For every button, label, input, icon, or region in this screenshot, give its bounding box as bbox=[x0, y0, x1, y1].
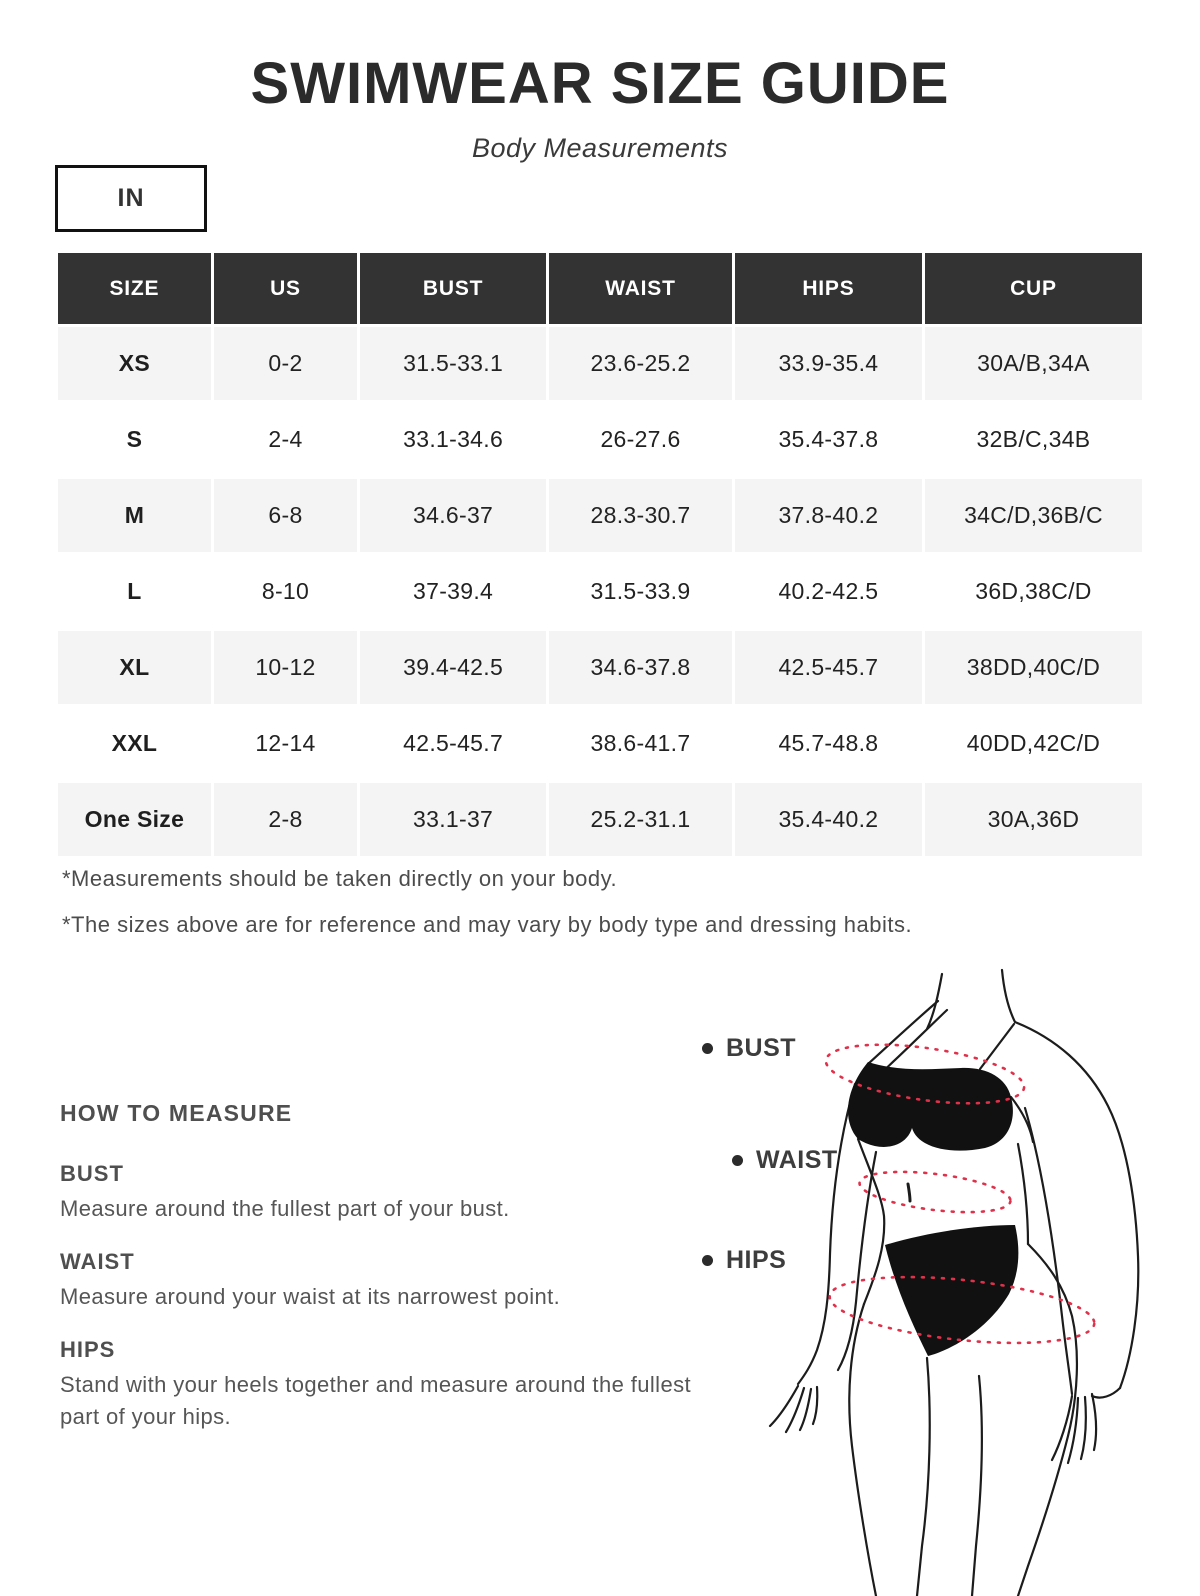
figure-label-waist-text: WAIST bbox=[756, 1146, 838, 1174]
table-row-xxl bbox=[58, 707, 1142, 780]
cell-us: 8-10 bbox=[214, 555, 357, 628]
cell-hips: 35.4-37.8 bbox=[735, 403, 922, 476]
cell-size: L bbox=[58, 555, 211, 628]
cell-cup: 40DD,42C/D bbox=[925, 707, 1142, 780]
table-row-s bbox=[58, 403, 1142, 476]
table-row-one-size bbox=[58, 783, 1142, 856]
table-row-l bbox=[58, 555, 1142, 628]
bullet-icon bbox=[702, 1043, 713, 1054]
measure-section-waist bbox=[60, 1249, 720, 1313]
cell-cup: 34C/D,36B/C bbox=[925, 479, 1142, 552]
measure-section-bust bbox=[60, 1161, 720, 1225]
hips-instruction: Stand with your heels together and measure around the fullest part of your hips. bbox=[60, 1372, 692, 1429]
cell-waist: 23.6-25.2 bbox=[549, 327, 732, 400]
cell-hips: 40.2-42.5 bbox=[735, 555, 922, 628]
cell-bust: 37-39.4 bbox=[360, 555, 546, 628]
cell-size: One Size bbox=[58, 783, 211, 856]
cell-bust: 42.5-45.7 bbox=[360, 707, 546, 780]
table-header-row bbox=[58, 253, 1142, 324]
cell-bust: 39.4-42.5 bbox=[360, 631, 546, 704]
body-measurement-illustration bbox=[680, 956, 1200, 1596]
bikini-bottom bbox=[885, 1225, 1018, 1356]
cell-size: XL bbox=[58, 631, 211, 704]
cell-cup: 32B/C,34B bbox=[925, 403, 1142, 476]
cell-us: 12-14 bbox=[214, 707, 357, 780]
waist-heading: WAIST bbox=[60, 1249, 135, 1274]
cell-waist: 25.2-31.1 bbox=[549, 783, 732, 856]
cell-us: 10-12 bbox=[214, 631, 357, 704]
footnote-reference-only: *The sizes above are for reference and may vary by body type and dressing habits. bbox=[62, 912, 913, 937]
cell-bust: 31.5-33.1 bbox=[360, 327, 546, 400]
cell-cup: 38DD,40C/D bbox=[925, 631, 1142, 704]
figure-label-bust bbox=[702, 1034, 796, 1063]
page-title: SWIMWEAR SIZE GUIDE bbox=[250, 51, 950, 116]
bust-instruction: Measure around the fullest part of your bust. bbox=[60, 1196, 510, 1221]
unit-toggle-in[interactable] bbox=[55, 165, 207, 232]
cell-waist: 31.5-33.9 bbox=[549, 555, 732, 628]
cell-bust: 34.6-37 bbox=[360, 479, 546, 552]
column-header-cup: CUP bbox=[925, 253, 1142, 324]
cell-cup: 30A,36D bbox=[925, 783, 1142, 856]
figure-label-bust-text: BUST bbox=[726, 1034, 797, 1062]
cell-cup: 30A/B,34A bbox=[925, 327, 1142, 400]
measure-section-hips bbox=[60, 1337, 720, 1433]
column-header-us: US bbox=[214, 253, 357, 324]
bullet-icon bbox=[732, 1155, 743, 1166]
figure-label-waist bbox=[732, 1146, 838, 1175]
cell-us: 2-8 bbox=[214, 783, 357, 856]
bust-heading: BUST bbox=[60, 1161, 124, 1186]
cell-size: M bbox=[58, 479, 211, 552]
hips-heading: HIPS bbox=[60, 1337, 116, 1362]
footnote-measure-on-body: *Measurements should be taken directly on your body. bbox=[62, 866, 618, 891]
cell-waist: 38.6-41.7 bbox=[549, 707, 732, 780]
how-to-measure-title: HOW TO MEASURE bbox=[60, 1100, 293, 1126]
cell-size: XXL bbox=[58, 707, 211, 780]
table-row-xs bbox=[58, 327, 1142, 400]
table-row-m bbox=[58, 479, 1142, 552]
how-to-measure-section bbox=[60, 1100, 720, 1457]
cell-hips: 35.4-40.2 bbox=[735, 783, 922, 856]
figure-label-hips-text: HIPS bbox=[726, 1246, 787, 1274]
unit-toggle-label: IN bbox=[117, 184, 145, 212]
cell-waist: 26-27.6 bbox=[549, 403, 732, 476]
size-table bbox=[55, 250, 1145, 859]
column-header-bust: BUST bbox=[360, 253, 546, 324]
cell-us: 2-4 bbox=[214, 403, 357, 476]
cell-waist: 34.6-37.8 bbox=[549, 631, 732, 704]
table-row-xl bbox=[58, 631, 1142, 704]
bullet-icon bbox=[702, 1255, 713, 1266]
cell-hips: 42.5-45.7 bbox=[735, 631, 922, 704]
waist-instruction: Measure around your waist at its narrowest point. bbox=[60, 1284, 561, 1309]
cell-size: XS bbox=[58, 327, 211, 400]
bikini-top bbox=[848, 1062, 1013, 1151]
cell-cup: 36D,38C/D bbox=[925, 555, 1142, 628]
column-header-hips: HIPS bbox=[735, 253, 922, 324]
column-header-waist: WAIST bbox=[549, 253, 732, 324]
cell-bust: 33.1-34.6 bbox=[360, 403, 546, 476]
cell-us: 6-8 bbox=[214, 479, 357, 552]
cell-hips: 37.8-40.2 bbox=[735, 479, 922, 552]
figure-label-hips bbox=[702, 1246, 786, 1275]
cell-us: 0-2 bbox=[214, 327, 357, 400]
cell-waist: 28.3-30.7 bbox=[549, 479, 732, 552]
column-header-size: SIZE bbox=[58, 253, 211, 324]
cell-hips: 45.7-48.8 bbox=[735, 707, 922, 780]
cell-size: S bbox=[58, 403, 211, 476]
waist-measure-line bbox=[857, 1165, 1012, 1219]
page-subtitle: Body Measurements bbox=[471, 133, 729, 163]
cell-hips: 33.9-35.4 bbox=[735, 327, 922, 400]
cell-bust: 33.1-37 bbox=[360, 783, 546, 856]
footnotes bbox=[62, 866, 912, 958]
